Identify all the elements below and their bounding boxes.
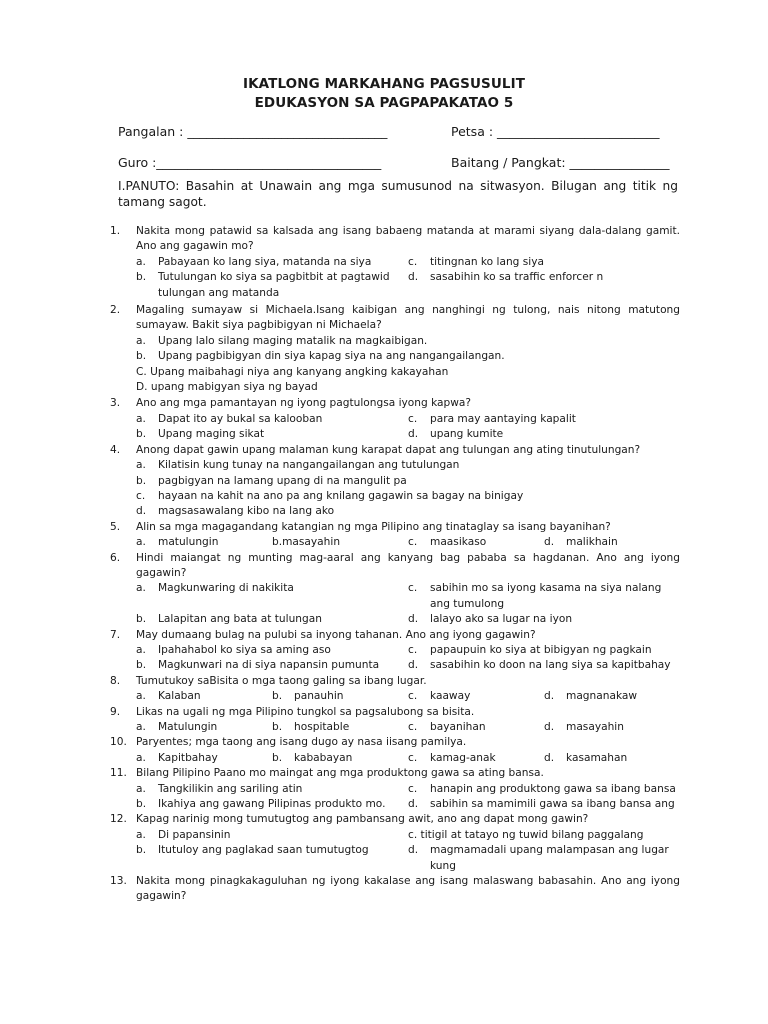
answer-options: [136, 458, 680, 520]
option-letter: a.: [136, 643, 146, 656]
answer-option[interactable]: [408, 828, 680, 843]
option-text: kasamahan: [566, 751, 628, 764]
answer-options: [136, 720, 680, 735]
option-text: lalayo ako sa lugar na iyon: [430, 613, 573, 626]
option-text: Dapat ito ay bukal sa kalooban: [158, 412, 323, 425]
question-item: [110, 224, 680, 301]
answer-options: [136, 751, 680, 766]
option-text: Ikahiya ang gawang Pilipinas produkto mo.: [158, 798, 386, 811]
answer-option[interactable]: [136, 782, 408, 797]
answer-options: [136, 689, 680, 704]
answer-option[interactable]: [544, 720, 680, 735]
question-item: [110, 628, 680, 674]
option-text: kaaway: [430, 690, 471, 703]
question-text: May dumaang bulag na pulubi sa inyong tahanan. Ano ang iyong gagawin?: [136, 628, 536, 641]
answer-option[interactable]: [408, 612, 680, 627]
question-number: 10.: [110, 736, 127, 749]
option-text: papaupuin ko siya at bibigyan ng pagkain: [430, 643, 652, 656]
answer-option[interactable]: [136, 380, 680, 395]
question-item: [110, 551, 680, 628]
question-item: [110, 520, 680, 551]
option-text: hayaan na kahit na ano pa ang knilang gagawin sa bagay na binigay: [158, 489, 524, 502]
option-text: Kapitbahay: [158, 751, 218, 764]
answer-option[interactable]: [136, 334, 680, 349]
option-letter: b.: [136, 798, 147, 811]
option-letter: a.: [136, 828, 146, 841]
option-text: Upang pagbibigyan din siya kapag siya na ang nangangailangan.: [158, 350, 505, 363]
option-text: D. upang mabigyan siya ng bayad: [136, 381, 318, 394]
option-letter: a.: [136, 751, 146, 764]
option-letter: d.: [408, 271, 419, 284]
option-text: Magkunwari na di siya napansin pumunta: [158, 659, 380, 672]
petsa-field[interactable]: Petsa : __________________________: [451, 124, 660, 139]
question-text: Alin sa mga magagandang katangian ng mga Pilipino ang tinataglay sa isang bayanihan?: [136, 520, 611, 533]
option-letter: c.: [136, 489, 146, 502]
option-text: C. Upang maibahagi niya ang kanyang angking kakayahan: [136, 365, 449, 378]
question-text: Likas na ugali ng mga Pilipino tungkol sa pagsalubong sa bisita.: [136, 705, 475, 718]
option-text: Ipahahabol ko siya sa aming aso: [158, 643, 331, 656]
answer-option[interactable]: [136, 720, 272, 735]
instructions: I.PANUTO: Basahin at Unawain ang mga sumusunod na sitwasyon. Bilugan ang titik ng tamang sagot.: [118, 179, 678, 209]
option-letter: d.: [136, 505, 147, 518]
option-text: hanapin ang produktong gawa sa ibang bansa: [430, 782, 676, 795]
question-item: [110, 812, 680, 874]
answer-options: [136, 828, 680, 874]
question-number: 7.: [110, 628, 121, 641]
answer-option[interactable]: [136, 349, 680, 364]
answer-option[interactable]: [408, 643, 680, 658]
answer-option[interactable]: [136, 365, 680, 380]
option-letter: d.: [544, 721, 555, 733]
option-text: titingnan ko lang siya: [430, 255, 544, 268]
answer-option[interactable]: [136, 255, 408, 270]
option-text: matulungin: [158, 536, 219, 549]
option-text: c. titigil at tatayo ng tuwid bilang paggalang: [408, 828, 644, 841]
question-item: [110, 396, 680, 442]
answer-option[interactable]: [408, 255, 680, 270]
answer-option[interactable]: [136, 612, 408, 627]
question-text: Magaling sumayaw si Michaela.Isang kaibigan ang nanghingi ng tulong, nais nitong matutong sumayaw. Bakit siya pagbibigyan ni Michaela?: [136, 304, 680, 332]
field-row-2: [118, 155, 678, 175]
question-number: 5.: [110, 520, 121, 533]
question-text: Kapag narinig mong tumutugtog ang pambansang awit, ano ang dapat mong gawin?: [136, 813, 589, 826]
option-text: kababayan: [294, 751, 353, 764]
answer-option[interactable]: [136, 643, 408, 658]
option-text: Lalapitan ang bata at tulungan: [158, 613, 322, 626]
option-letter: c.: [408, 690, 418, 703]
question-number: 12.: [110, 813, 127, 826]
option-letter: d.: [544, 690, 555, 703]
option-text: Upang maging sikat: [158, 428, 265, 441]
option-letter: a.: [136, 334, 146, 347]
subject-title: EDUKASYON SA PAGPAPAKATAO 5: [254, 95, 514, 111]
option-letter: a.: [136, 721, 146, 733]
baitang-field[interactable]: Baitang / Pangkat: ________________: [451, 155, 670, 170]
answer-option[interactable]: [136, 843, 408, 874]
option-text: para may aantaying kapalit: [430, 412, 576, 425]
answer-option[interactable]: [544, 689, 680, 704]
answer-option[interactable]: [408, 270, 680, 301]
option-text: magmamadali upang malampasan ang lugar kung: [430, 844, 669, 872]
option-text: b.masayahin: [272, 536, 341, 549]
question-number: 6.: [110, 551, 121, 564]
option-letter: b.: [136, 844, 147, 857]
option-text: Kalaban: [158, 690, 201, 703]
answer-option[interactable]: [136, 458, 680, 473]
option-letter: a.: [136, 582, 146, 595]
option-text: magnanakaw: [566, 690, 638, 703]
option-text: Itutuloy ang paglakad saan tumutugtog: [158, 844, 369, 857]
option-letter: b.: [136, 428, 147, 441]
answer-options: [136, 412, 680, 443]
option-letter: d.: [408, 798, 419, 811]
option-text: Tangkilikin ang sariling atin: [158, 782, 303, 795]
option-letter: c.: [408, 412, 418, 425]
option-letter: b.: [136, 659, 147, 672]
option-letter: a.: [136, 536, 146, 549]
answer-option[interactable]: [272, 689, 408, 704]
question-item: [110, 674, 680, 705]
answer-option[interactable]: [408, 535, 544, 550]
answer-option[interactable]: [408, 782, 680, 797]
option-letter: a.: [136, 690, 146, 703]
question-item: [110, 705, 680, 736]
option-text: kamag-anak: [430, 751, 496, 764]
answer-option[interactable]: [136, 412, 408, 427]
question-text: Paryentes; mga taong ang isang dugo ay nasa iisang pamilya.: [136, 736, 467, 749]
option-letter: d.: [544, 536, 555, 549]
answer-option[interactable]: [408, 689, 544, 704]
option-text: sasabihin ko sa traffic enforcer n: [430, 271, 604, 284]
option-text: Upang lalo silang maging matalik na magkaibigan.: [158, 334, 428, 347]
question-item: [110, 735, 680, 766]
option-letter: a.: [136, 255, 146, 268]
option-text: masayahin: [566, 721, 624, 733]
question-text: Tumutukoy saBisita o mga taong galing sa ibang lugar.: [136, 674, 427, 687]
question-item: [110, 303, 680, 395]
option-letter: b.: [136, 613, 147, 626]
answer-option[interactable]: [136, 270, 408, 301]
question-text: Nakita mong patawid sa kalsada ang isang babaeng matanda at marami siyang dala-dalang gamit. Ano ang gagawin mo?: [136, 225, 680, 253]
option-letter: a.: [136, 459, 146, 472]
question-text: Ano ang mga pamantayan ng iyong pagtulongsa iyong kapwa?: [136, 397, 472, 410]
option-letter: b.: [136, 350, 147, 363]
answer-option[interactable]: [408, 581, 680, 612]
question-text: Nakita mong pinagkakaguluhan ng iyong kakalase ang isang malaswang babasahin. Ano ang iyong gagawin?: [136, 875, 680, 903]
question-list: [110, 224, 680, 905]
answer-option[interactable]: [544, 751, 680, 766]
answer-option[interactable]: [408, 797, 680, 812]
question-item: [110, 874, 680, 905]
answer-options: [136, 643, 680, 674]
answer-option[interactable]: [136, 489, 680, 504]
answer-option[interactable]: [136, 504, 680, 519]
option-letter: b.: [136, 271, 147, 284]
option-letter: c.: [408, 721, 418, 733]
option-letter: d.: [408, 428, 419, 441]
option-letter: c.: [408, 751, 418, 764]
option-letter: b.: [272, 721, 283, 733]
option-letter: c.: [408, 536, 418, 549]
answer-option[interactable]: [544, 535, 680, 550]
option-text: Pabayaan ko lang siya, matanda na siya: [158, 255, 372, 268]
option-text: pagbigyan na lamang upang di na mangulit pa: [158, 474, 407, 487]
option-letter: c.: [408, 255, 418, 268]
answer-option[interactable]: [136, 797, 408, 812]
question-item: [110, 766, 680, 812]
answer-options: [136, 535, 680, 550]
option-text: magsasawalang kibo na lang ako: [158, 505, 335, 518]
question-text: Anong dapat gawin upang malaman kung karapat dapat ang tulungan ang ating tinutulungan?: [136, 443, 641, 456]
question-text: Bilang Pilipino Paano mo maingat ang mga produktong gawa sa ating bansa.: [136, 767, 544, 780]
option-text: Matulungin: [158, 721, 218, 733]
option-letter: d.: [408, 659, 419, 672]
answer-option[interactable]: [408, 843, 680, 874]
question-number: 2.: [110, 304, 121, 317]
option-text: maasikaso: [430, 536, 487, 549]
option-letter: b.: [272, 690, 283, 703]
answer-option[interactable]: [272, 720, 408, 735]
option-text: sabihin sa mamimili gawa sa ibang bansa ang: [430, 798, 675, 811]
answer-option[interactable]: [136, 427, 408, 442]
option-letter: c.: [408, 643, 418, 656]
answer-option[interactable]: [408, 658, 680, 673]
answer-option[interactable]: [408, 427, 680, 442]
answer-options: [136, 782, 680, 813]
answer-option[interactable]: [136, 658, 408, 673]
answer-option[interactable]: [408, 751, 544, 766]
option-text: Di papansinin: [158, 828, 231, 841]
option-letter: a.: [136, 412, 146, 425]
option-letter: c.: [408, 782, 418, 795]
exam-title: IKATLONG MARKAHANG PAGSUSULIT: [242, 76, 526, 92]
option-text: upang kumite: [430, 428, 504, 441]
question-text: Hindi maiangat ng munting mag-aaral ang kanyang bag pababa sa hagdanan. Ano ang iyong gagawin?: [136, 551, 680, 579]
answer-option[interactable]: [136, 474, 680, 489]
answer-options: [136, 334, 680, 396]
answer-option[interactable]: [136, 828, 408, 843]
question-item: [110, 443, 680, 520]
option-text: sasabihin ko doon na lang siya sa kapitbahay: [430, 659, 671, 672]
question-number: 3.: [110, 397, 121, 410]
answer-option[interactable]: [408, 720, 544, 735]
option-text: bayanihan: [430, 721, 486, 733]
answer-option[interactable]: [136, 535, 272, 550]
question-number: 13.: [110, 875, 127, 888]
option-text: Kilatisin kung tunay na nangangailangan ang tutulungan: [158, 459, 460, 472]
option-letter: b.: [272, 751, 283, 764]
answer-option[interactable]: [136, 751, 272, 766]
option-text: Magkunwaring di nakikita: [158, 582, 294, 595]
question-number: 11.: [110, 767, 127, 780]
answer-option[interactable]: [408, 412, 680, 427]
option-text: malikhain: [566, 536, 618, 549]
option-letter: d.: [408, 613, 419, 626]
option-letter: c.: [408, 582, 418, 595]
option-letter: d.: [544, 751, 555, 764]
answer-option[interactable]: [136, 581, 408, 612]
pangalan-field[interactable]: Pangalan : ________________________________: [118, 124, 388, 139]
option-text: Tutulungan ko siya sa pagbitbit at pagtawid tulungan ang matanda: [158, 271, 390, 299]
option-text: hospitable: [294, 721, 350, 733]
question-number: 9.: [110, 705, 121, 718]
question-number: 1.: [110, 225, 121, 237]
answer-option[interactable]: [272, 535, 408, 550]
option-letter: a.: [136, 782, 146, 795]
option-text: panauhin: [294, 690, 344, 703]
option-letter: d.: [408, 844, 419, 857]
answer-option[interactable]: [136, 689, 272, 704]
question-number: 4.: [110, 443, 121, 456]
question-number: 8.: [110, 674, 121, 687]
guro-field[interactable]: Guro :____________________________________: [118, 155, 382, 170]
option-letter: b.: [136, 474, 147, 487]
field-row-1: [118, 124, 678, 144]
answer-option[interactable]: [272, 751, 408, 766]
answer-options: [136, 581, 680, 627]
option-text: sabihin mo sa iyong kasama na siya nalang ang tumulong: [430, 582, 662, 610]
student-info-fields: [118, 124, 678, 175]
answer-options: [136, 255, 680, 301]
